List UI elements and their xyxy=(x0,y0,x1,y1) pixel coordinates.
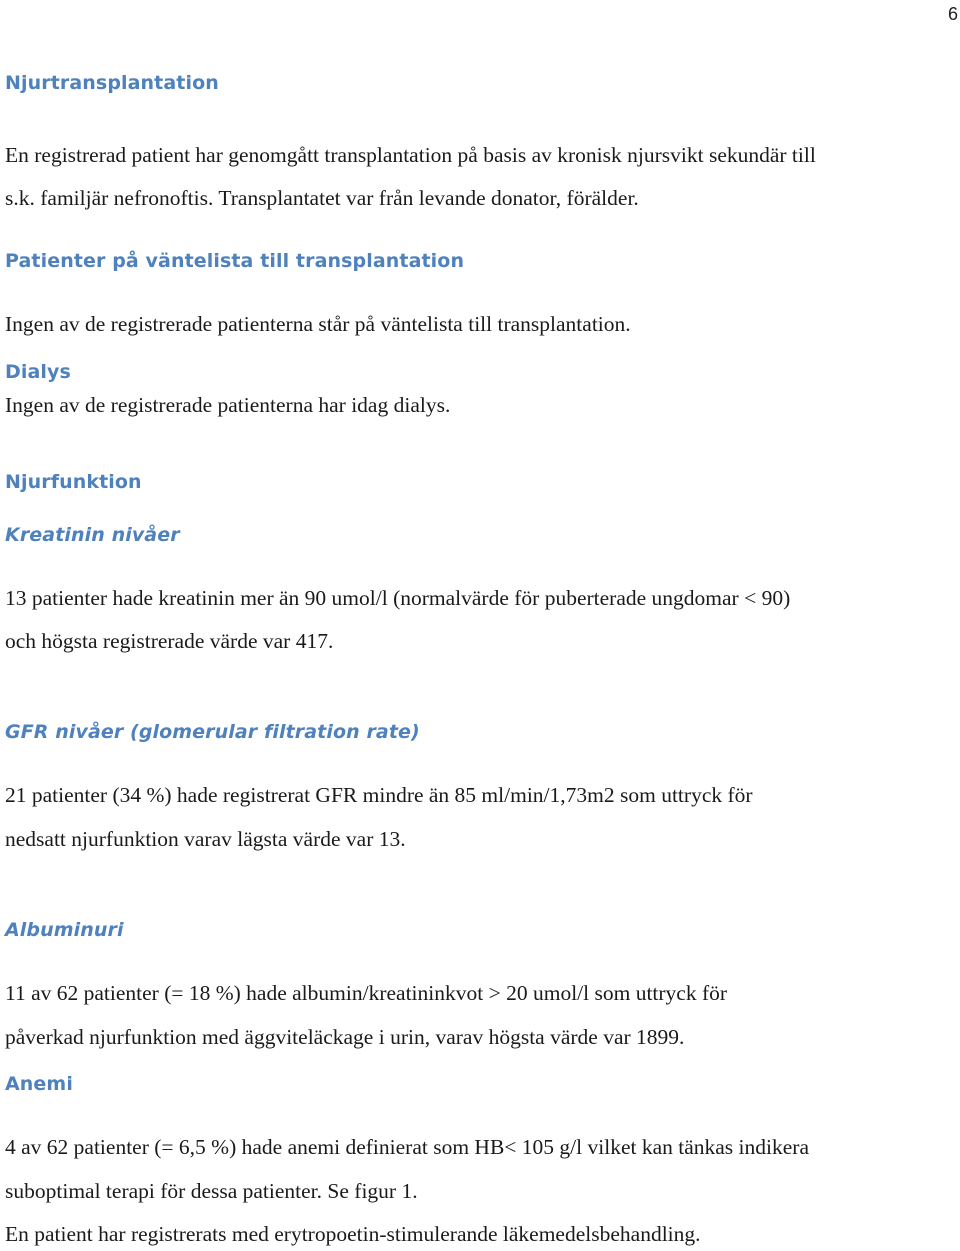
paragraph-anemi-line-1: 4 av 62 patienter (= 6,5 %) hade anemi definierat som HB< 105 g/l vilket kan tänkas indikera xyxy=(5,1135,809,1159)
paragraph-kreatinin-line-2: och högsta registrerade värde var 417. xyxy=(5,629,334,653)
heading-vantelista: Patienter på väntelista till transplantation xyxy=(5,250,465,272)
paragraph-njurtransplantation-line-1: En registrerad patient har genomgått transplantation på basis av kronisk njursvikt sekundär till xyxy=(5,143,816,167)
paragraph-njurtransplantation-line-2: s.k. familjär nefronoftis. Transplantatet var från levande donator, förälder. xyxy=(5,186,639,210)
heading-njurfunktion: Njurfunktion xyxy=(5,471,142,493)
page-number: 6 xyxy=(947,4,958,24)
paragraph-anemi-line-3: En patient har registrerats med erytropoetin-stimulerande läkemedelsbehandling. xyxy=(5,1222,701,1246)
paragraph-albuminuri-line-1: 11 av 62 patienter (= 18 %) hade albumin/kreatininkvot > 20 umol/l som uttryck för xyxy=(5,981,728,1005)
paragraph-gfr-line-2: nedsatt njurfunktion varav lägsta värde var 13. xyxy=(5,827,406,851)
heading-njurtransplantation: Njurtransplantation xyxy=(5,72,219,94)
paragraph-anemi-line-2: suboptimal terapi för dessa patienter. Se figur 1. xyxy=(5,1179,418,1203)
heading-dialys: Dialys xyxy=(5,361,71,383)
paragraph-dialys-line-1: Ingen av de registrerade patienterna har idag dialys. xyxy=(5,393,451,417)
paragraph-albuminuri-line-2: påverkad njurfunktion med äggviteläckage i urin, varav högsta värde var 1899. xyxy=(5,1025,685,1049)
heading-anemi: Anemi xyxy=(5,1073,73,1095)
heading-albuminuri: Albuminuri xyxy=(5,919,124,941)
paragraph-kreatinin-line-1: 13 patienter hade kreatinin mer än 90 umol/l (normalvärde för puberterade ungdomar < 90) xyxy=(5,586,791,610)
heading-kreatinin: Kreatinin nivåer xyxy=(5,524,180,546)
paragraph-gfr-line-1: 21 patienter (34 %) hade registrerat GFR mindre än 85 ml/min/1,73m2 som uttryck för xyxy=(5,783,753,807)
paragraph-vantelista-line-1: Ingen av de registrerade patienterna står på väntelista till transplantation. xyxy=(5,312,631,336)
heading-gfr: GFR nivåer (glomerular filtration rate) xyxy=(5,721,420,743)
